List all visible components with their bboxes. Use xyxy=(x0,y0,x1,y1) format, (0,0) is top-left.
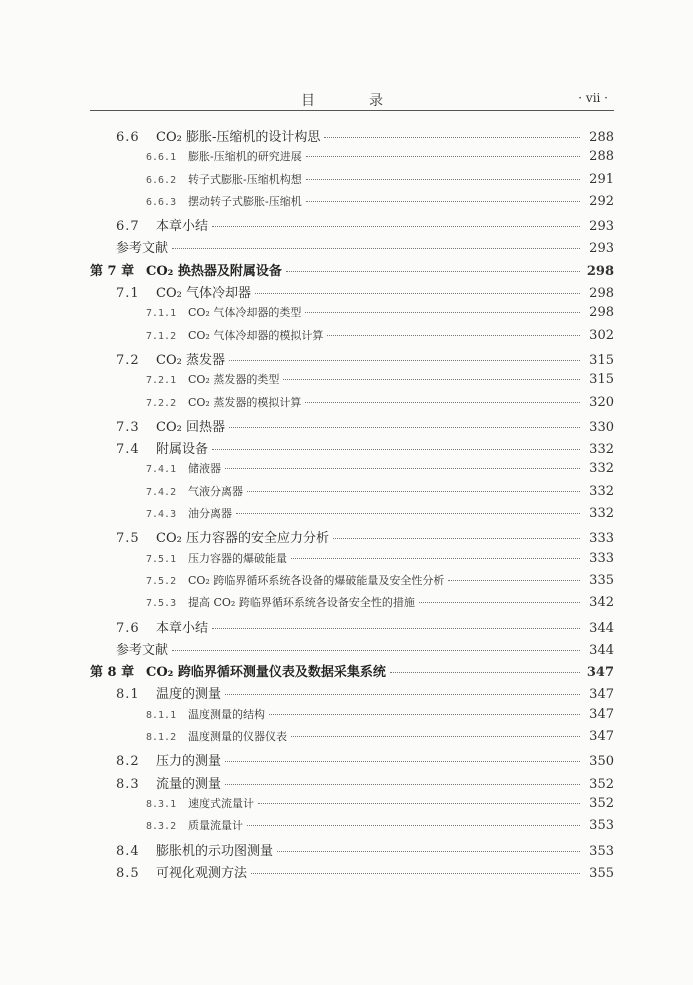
toc-entry xyxy=(90,773,614,795)
toc-references-entry xyxy=(90,639,614,661)
toc-entry xyxy=(90,438,614,460)
toc-entry-title: 参考文献 xyxy=(116,241,169,257)
toc-entry-number: 8.3 xyxy=(116,776,140,792)
toc-entry xyxy=(90,817,614,839)
toc-entry xyxy=(90,483,614,505)
toc-entry xyxy=(90,795,614,817)
toc-entry-number: 7.2.1 xyxy=(146,375,177,387)
toc-entry-page: 293 xyxy=(589,219,614,235)
toc-entry xyxy=(90,171,614,193)
toc-entry-number: 6.6.2 xyxy=(146,174,177,186)
toc-entry-page: 342 xyxy=(589,595,614,611)
toc-entry xyxy=(90,683,614,705)
toc-entry-number: 6.7 xyxy=(116,219,140,235)
toc-entry xyxy=(90,304,614,326)
toc-entry xyxy=(90,594,614,616)
toc-entry-page: 291 xyxy=(589,171,614,187)
toc-entry xyxy=(90,550,614,572)
toc-entry-number: 7.3 xyxy=(116,419,140,435)
toc-entry-title: CO₂ 蒸发器的类型 xyxy=(188,373,280,387)
toc-entry xyxy=(90,460,614,482)
toc-chapter-entry xyxy=(90,661,614,683)
toc-entry-title: 压力的测量 xyxy=(156,754,222,770)
toc-entry-title: 转子式膨胀-压缩机构想 xyxy=(188,172,302,186)
toc-entry xyxy=(90,617,614,639)
toc-entry-page: 288 xyxy=(589,149,614,165)
toc-entry-page: 335 xyxy=(589,572,614,588)
toc-entry-title: 储液器 xyxy=(188,462,221,476)
toc-entry xyxy=(90,862,614,884)
dot-leader xyxy=(258,803,580,804)
toc-entry xyxy=(90,394,614,416)
page-number: · vii · xyxy=(578,91,608,105)
toc-entry-number: 7.1 xyxy=(116,286,140,302)
dot-leader xyxy=(229,427,580,428)
toc-entry-title: 油分离器 xyxy=(188,507,232,521)
toc-entry-page: 347 xyxy=(589,706,614,722)
toc-entry-page: 352 xyxy=(589,795,614,811)
toc-entry xyxy=(90,750,614,772)
toc-entry xyxy=(90,193,614,215)
toc-entry xyxy=(90,728,614,750)
toc-entry xyxy=(90,215,614,237)
toc-entry xyxy=(90,527,614,549)
toc-entry-title: CO₂ 蒸发器 xyxy=(156,352,225,368)
toc-entry-number: 7.5 xyxy=(116,531,140,547)
toc-entry-number: 7.4.2 xyxy=(146,486,177,498)
dot-leader xyxy=(212,226,580,227)
dot-leader xyxy=(327,335,580,336)
toc-entry-title: CO₂ 膨胀-压缩机的设计构思 xyxy=(156,130,321,145)
toc-entry-page: 332 xyxy=(589,483,614,499)
dot-leader xyxy=(255,293,580,294)
toc-entry-page: 352 xyxy=(589,776,614,792)
dot-leader xyxy=(251,873,580,874)
toc-entry-page: 332 xyxy=(589,442,614,458)
dot-leader xyxy=(324,137,580,138)
toc-entry-page: 293 xyxy=(589,241,614,257)
toc-entry-number: 7.1.2 xyxy=(146,330,177,342)
toc-entry xyxy=(90,840,614,862)
toc-entry-page: 292 xyxy=(589,193,614,209)
toc-entry-page: 298 xyxy=(589,305,614,321)
dot-leader xyxy=(172,248,580,249)
toc-entry-number: 7.4.1 xyxy=(146,464,177,476)
dot-leader xyxy=(306,179,580,180)
toc-entry-number: 7.1.1 xyxy=(146,308,177,320)
toc-entry-number: 8.1 xyxy=(116,687,140,703)
toc-entry-title: 摆动转子式膨胀-压缩机 xyxy=(188,194,302,208)
toc-entry-number: 8.1.2 xyxy=(146,732,177,744)
toc-entry xyxy=(90,349,614,371)
dot-leader xyxy=(212,628,580,629)
toc-entry-title: CO₂ 气体冷却器的类型 xyxy=(188,306,302,320)
toc-entry xyxy=(90,126,614,148)
toc-entry xyxy=(90,505,614,527)
toc-entry-title: 质量流量计 xyxy=(188,819,243,833)
toc-entry-page: 288 xyxy=(589,130,614,145)
toc-entry-number: 7.2.2 xyxy=(146,397,177,409)
dot-leader xyxy=(236,513,580,514)
toc-entry-number: 8.3.1 xyxy=(146,798,177,810)
toc-entry-page: 332 xyxy=(589,506,614,522)
dot-leader xyxy=(229,360,580,361)
toc-entry-number: 7.5.1 xyxy=(146,553,177,565)
toc-entry-title: CO₂ 压力容器的安全应力分析 xyxy=(156,531,329,547)
toc-entry-page: 344 xyxy=(589,642,614,658)
toc-entry-title: 流量的测量 xyxy=(156,776,222,792)
toc-entry-page: 344 xyxy=(589,620,614,636)
toc-entry-title: 本章小结 xyxy=(156,219,209,235)
dot-leader xyxy=(225,468,580,469)
toc-entry-title: 温度的测量 xyxy=(156,687,222,703)
toc-entry-page: 353 xyxy=(589,818,614,834)
dot-leader xyxy=(283,379,580,380)
toc-entry-number: 8.1.1 xyxy=(146,709,177,721)
dot-leader xyxy=(172,650,580,651)
table-of-contents xyxy=(90,126,614,884)
toc-entry-page: 333 xyxy=(589,550,614,566)
toc-entry-page: 320 xyxy=(589,394,614,410)
toc-entry-number: 6.6.3 xyxy=(146,196,177,208)
toc-entry-title: 温度测量的仪器仪表 xyxy=(188,730,287,744)
toc-entry-number: 6.6 xyxy=(116,130,140,145)
toc-entry xyxy=(90,572,614,594)
toc-entry-number: 8.3.2 xyxy=(146,821,177,833)
toc-entry xyxy=(90,371,614,393)
dot-leader xyxy=(448,580,580,581)
dot-leader xyxy=(247,825,580,826)
dot-leader xyxy=(306,156,580,157)
toc-entry-title: 附属设备 xyxy=(156,442,209,458)
toc-entry-title: CO₂ 跨临界循环系统各设备的爆破能量及安全性分析 xyxy=(188,573,445,587)
toc-entry-page: 332 xyxy=(589,461,614,477)
dot-leader xyxy=(333,538,580,539)
toc-entry-number: 7.4.3 xyxy=(146,509,177,521)
toc-entry-title: CO₂ 回热器 xyxy=(156,419,225,435)
dot-leader xyxy=(306,201,580,202)
dot-leader xyxy=(291,558,580,559)
toc-entry-page: 347 xyxy=(589,729,614,745)
toc-entry-number: 8.4 xyxy=(116,843,140,859)
toc-entry-title: 参考文献 xyxy=(116,642,169,658)
toc-entry-number: 第 8 章 xyxy=(90,665,135,681)
toc-entry-page: 353 xyxy=(589,843,614,859)
toc-entry-number: 8.2 xyxy=(116,754,140,770)
page-title: 目 录 xyxy=(301,93,403,109)
dot-leader xyxy=(225,694,580,695)
toc-entry-number: 7.6 xyxy=(116,620,140,636)
toc-entry-number: 7.4 xyxy=(116,442,140,458)
dot-leader xyxy=(212,449,580,450)
toc-entry-title: CO₂ 气体冷却器的模拟计算 xyxy=(188,328,324,342)
toc-entry-title: 本章小结 xyxy=(156,620,209,636)
toc-entry-title: 可视化观测方法 xyxy=(156,865,248,881)
dot-leader xyxy=(277,851,580,852)
toc-entry-number: 7.5.3 xyxy=(146,598,177,610)
toc-entry-page: 347 xyxy=(586,665,614,681)
toc-entry-page: 298 xyxy=(589,286,614,302)
toc-entry-title: 提高 CO₂ 跨临界循环系统各设备安全性的措施 xyxy=(188,596,415,610)
toc-entry-number: 7.2 xyxy=(116,352,140,368)
toc-entry-title: 气液分离器 xyxy=(188,484,243,498)
toc-entry-page: 350 xyxy=(589,754,614,770)
toc-entry-page: 315 xyxy=(589,372,614,388)
toc-entry-page: 298 xyxy=(586,263,614,279)
toc-entry xyxy=(90,327,614,349)
toc-entry-page: 355 xyxy=(589,865,614,881)
toc-entry-title: CO₂ 换热器及附属设备 xyxy=(146,263,282,279)
dot-leader xyxy=(225,784,580,785)
toc-entry xyxy=(90,416,614,438)
toc-entry-title: CO₂ 气体冷却器 xyxy=(156,286,251,302)
toc-entry-title: 膨胀机的示功图测量 xyxy=(156,843,274,859)
toc-entry xyxy=(90,148,614,170)
toc-entry-page: 347 xyxy=(589,687,614,703)
toc-entry-number: 7.5.2 xyxy=(146,575,177,587)
toc-entry-page: 315 xyxy=(589,352,614,368)
toc-entry-title: 温度测量的结构 xyxy=(188,707,265,721)
toc-entry xyxy=(90,282,614,304)
page-header xyxy=(90,88,614,111)
toc-entry-page: 333 xyxy=(589,531,614,547)
toc-entry-title: CO₂ 跨临界循环测量仪表及数据采集系统 xyxy=(146,665,386,681)
dot-leader xyxy=(419,602,580,603)
toc-entry-title: CO₂ 蒸发器的模拟计算 xyxy=(188,395,302,409)
toc-entry-page: 330 xyxy=(589,419,614,435)
toc-chapter-entry xyxy=(90,260,614,282)
dot-leader xyxy=(305,402,580,403)
toc-entry-number: 第 7 章 xyxy=(90,263,135,279)
toc-entry-title: 速度式流量计 xyxy=(188,796,254,810)
toc-entry-page: 302 xyxy=(589,327,614,343)
dot-leader xyxy=(225,761,580,762)
dot-leader xyxy=(305,312,580,313)
toc-entry-number: 6.6.1 xyxy=(146,152,177,164)
dot-leader xyxy=(269,714,580,715)
toc-entry xyxy=(90,706,614,728)
dot-leader xyxy=(291,736,580,737)
dot-leader xyxy=(286,271,580,272)
toc-entry-number: 8.5 xyxy=(116,865,140,881)
toc-references-entry xyxy=(90,237,614,259)
toc-entry-title: 压力容器的爆破能量 xyxy=(188,551,287,565)
toc-entry-title: 膨胀-压缩机的研究进展 xyxy=(188,150,302,164)
dot-leader xyxy=(247,491,580,492)
dot-leader xyxy=(390,672,580,673)
